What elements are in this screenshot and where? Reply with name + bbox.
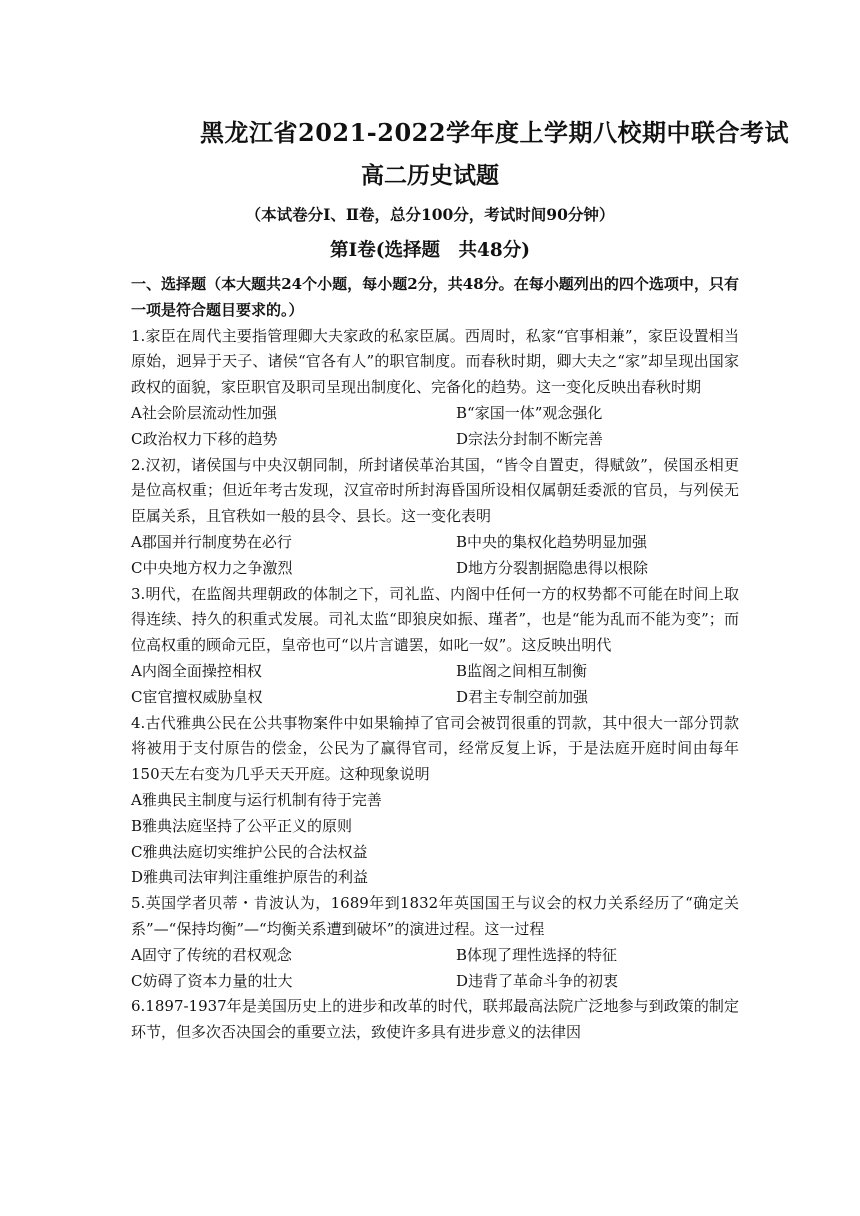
question-3-option-c: C宦官擅权威胁皇权 [131,687,263,706]
question-5-option-d: D违背了革命斗争的初衷 [456,971,619,990]
section-title: 第Ⅰ卷(选择题 共48分) [330,240,530,261]
question-4-option-c: C雅典法庭切实维护公民的合法权益 [131,842,368,861]
question-2-option-d: D地方分裂割据隐患得以根除 [456,558,649,577]
question-1-stem: 1.家臣在周代主要指管理卿大夫家政的私家臣属。西周时，私家“官事相兼”，家臣设置相当原始，迥异于天子、诸侯“官各有人”的职官制度。而春秋时期，卿大夫之“家”却呈现出国家政权的面貌，家臣职官及职司呈现出制度化、完备化的趋势。这一变化反映出春秋时期 [131,326,739,397]
question-1-option-c: C政治权力下移的趋势 [131,429,278,448]
question-3-options-row-2 [131,685,739,711]
question-4-stem: 4.古代雅典公民在公共事物案件中如果输掉了官司会被罚很重的罚款，其中很大一部分罚款将被用于支付原告的偿金，公民为了赢得官司，经常反复上诉，于是法庭开庭时间由每年150天左右变为几乎天天开庭。这种现象说明 [131,713,739,784]
question-2-option-c: C中央地方权力之争激烈 [131,558,293,577]
question-2-options-row-2 [131,556,739,582]
question-6-stem: 6.1897-1937年是美国历史上的进步和改革的时代，联邦最高法院广泛地参与到政策的制定环节，但多次否决国会的重要立法，致使许多具有进步意义的法律因 [131,997,739,1042]
question-3-option-a: A内阁全面操控相权 [131,661,262,680]
question-2-option-b: B中央的集权化趋势明显加强 [456,532,648,551]
exam-note: （本试卷分Ⅰ、Ⅱ卷，总分100分，考试时间90分钟） [245,205,615,224]
question-5-options-row-2 [131,969,739,995]
question-3-options-row-1 [131,659,739,685]
question-3-stem: 3.明代，在监阁共理朝政的体制之下，司礼监、内阁中任何一方的权势都不可能在时间上取得连续、持久的积重式发展。司礼太监“即狼戾如振、瑾者”，也是“能为乱而不能为变”；而位高权重的顾命元臣，皇帝也可“以片言谴罢，如叱一奴”。这反映出明代 [131,584,739,655]
instructions: 一、选择题（本大题共24个小题，每小题2分，共48分。在每小题列出的四个选项中，只有一项是符合题目要求的。） [131,275,739,319]
question-5-option-b: B体现了理性选择的特征 [456,945,618,964]
question-2-option-a: A郡国并行制度势在必行 [131,532,292,551]
question-4-option-b: B雅典法庭坚持了公平正义的原则 [131,816,353,835]
question-5-stem: 5.英国学者贝蒂・肯波认为，1689年到1832年英国国王与议会的权力关系经历了“确定关系”—“保持均衡”—“均衡关系遭到破坏”的演进过程。这一过程 [131,894,739,938]
question-4-option-a: A雅典民主制度与运行机制有待于完善 [131,790,382,809]
question-1-option-a: A社会阶层流动性加强 [131,403,277,422]
question-3-option-b: B监阁之间相互制衡 [456,661,588,680]
question-2-options-row-1 [131,530,739,556]
question-1-options-row-2 [131,427,739,453]
exam-content [131,272,739,1046]
question-4-option-d: D雅典司法审判注重维护原告的利益 [131,868,369,887]
question-2-stem: 2.汉初，诸侯国与中央汉朝同制，所封诸侯革治其国，“皆令自置吏，得赋敛”，侯国丞相更是位高权重；但近年考古发现，汉宣帝时所封海昏国所设相仅属朝廷委派的官员，与列侯无臣属关系，且官秩如一般的县令、县长。这一变化表明 [131,455,739,526]
question-5-option-a: A固守了传统的君权观念 [131,945,292,964]
question-3-option-d: D君主专制空前加强 [456,687,589,706]
question-1-options-row-1 [131,401,739,427]
question-1-option-d: D宗法分封制不断完善 [456,429,604,448]
question-5-option-c: C妨碍了资本力量的壮大 [131,971,293,990]
question-5-options-row-1 [131,943,739,969]
question-1-option-b: B“家国一体”观念强化 [456,403,603,422]
exam-subtitle: 高二历史试题 [361,162,499,189]
exam-title: 黑龙江省2021-2022学年度上学期八校期中联合考试 [200,118,790,147]
